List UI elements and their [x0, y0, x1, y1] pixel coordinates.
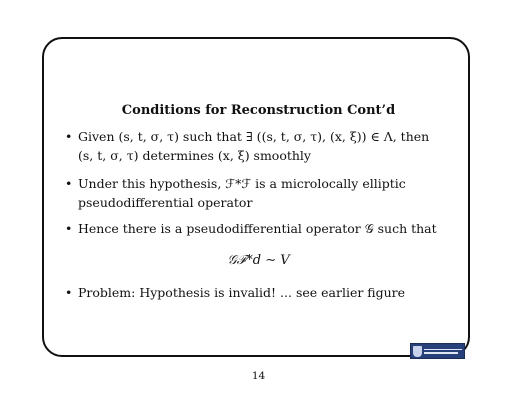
- page-number: 14: [251, 370, 266, 382]
- slide-title: Conditions for Reconstruction Cont’d: [121, 103, 396, 118]
- bullet-line: Given (s, t, σ, τ) such that ∃ ((s, t, σ, τ), (x, ξ)) ∈ Λ, then: [78, 129, 430, 144]
- bullet-item: [65, 174, 445, 212]
- crest-icon: [413, 346, 422, 357]
- logo-wordmark: [424, 349, 462, 354]
- bullet-line: Under this hypothesis, ℱ*ℱ is a microlocally elliptic: [78, 176, 406, 191]
- bullet-item: [65, 219, 445, 238]
- bullet-line: pseudodifferential operator: [78, 195, 253, 210]
- bullet-marker: •: [65, 285, 73, 300]
- bullet-marker: •: [65, 221, 73, 236]
- university-logo: [410, 343, 465, 359]
- bullet-item: [65, 127, 445, 165]
- bullet-item: [65, 283, 445, 302]
- bullet-marker: •: [65, 176, 73, 191]
- bullet-line: (s, t, σ, τ) determines (x, ξ) smoothly: [78, 148, 311, 163]
- display-equation: 𝒢ℱ*d ∼ V: [227, 253, 290, 268]
- bullet-line: Problem: Hypothesis is invalid! ... see earlier figure: [78, 285, 406, 300]
- bullet-line: Hence there is a pseudodifferential operator 𝒢 such that: [78, 221, 437, 236]
- bullet-marker: •: [65, 129, 73, 144]
